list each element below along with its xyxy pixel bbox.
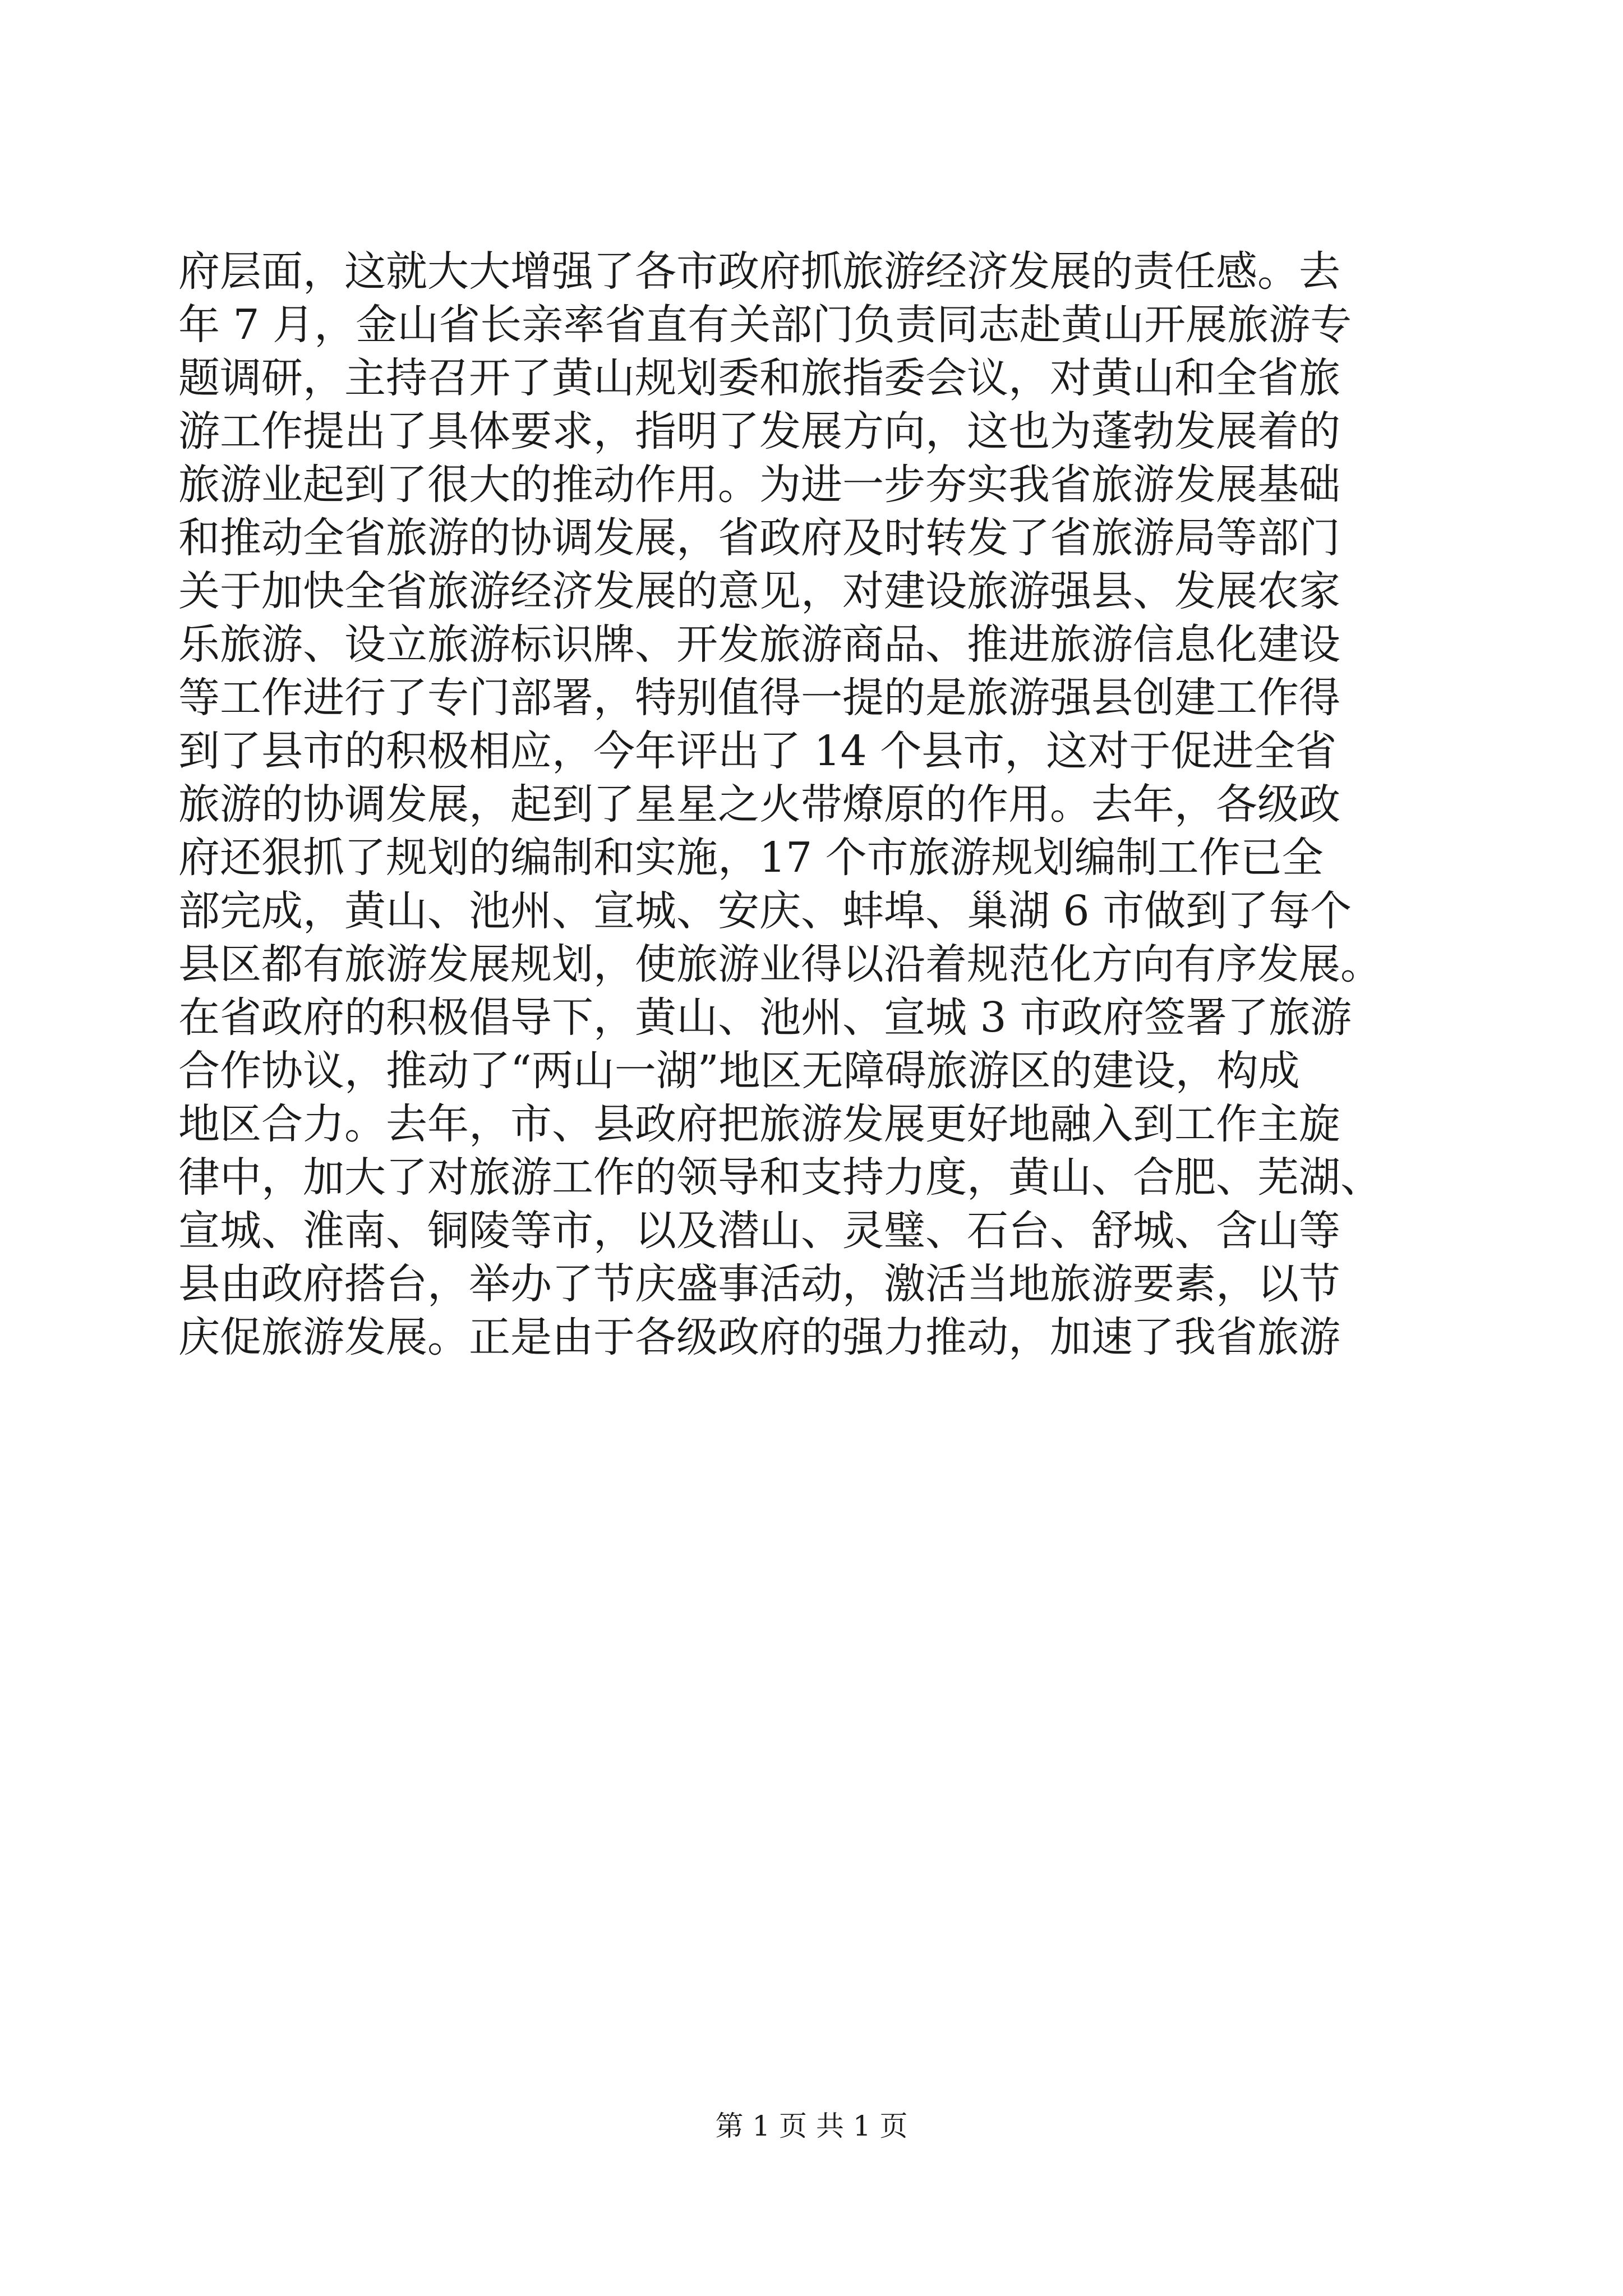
text-line: 部完成，黄山、池州、宣城、安庆、蚌埠、巢湖 6 市做到了每个 <box>178 887 1352 935</box>
text-line: 等工作进行了专门部署，特别值得一提的是旅游强县创建工作得 <box>178 674 1340 722</box>
text-line: 题调研，主持召开了黄山规划委和旅指委会议，对黄山和全省旅 <box>178 354 1340 402</box>
text-line: 关于加快全省旅游经济发展的意见，对建设旅游强县、发展农家 <box>178 567 1340 615</box>
text-line: 年 7 月，金山省长亲率省直有关部门负责同志赴黄山开展旅游专 <box>178 301 1352 349</box>
text-line: 县区都有旅游发展规划，使旅游业得以沿着规范化方向有序发展。 <box>178 940 1382 988</box>
text-line: 旅游的协调发展，起到了星星之火带燎原的作用。去年，各级政 <box>178 780 1340 829</box>
text-line: 到了县市的积极相应，今年评出了 14 个县市，这对于促进全省 <box>178 727 1337 775</box>
text-line: 在省政府的积极倡导下，黄山、池州、宣城 3 市政府签署了旅游 <box>178 993 1352 1042</box>
text-line: 和推动全省旅游的协调发展，省政府及时转发了省旅游局等部门 <box>178 514 1340 562</box>
text-line: 县由政府搭台，举办了节庆盛事活动，激活当地旅游要素，以节 <box>178 1260 1340 1308</box>
text-line: 律中，加大了对旅游工作的领导和支持力度，黄山、合肥、芜湖、 <box>178 1153 1382 1202</box>
page-footer <box>0 2109 1623 2143</box>
text-line: 乐旅游、设立旅游标识牌、开发旅游商品、推进旅游信息化建设 <box>178 620 1340 669</box>
text-line: 宣城、淮南、铜陵等市，以及潜山、灵璧、石台、舒城、含山等 <box>178 1207 1340 1255</box>
text-line: 府层面，这就大大增强了各市政府抓旅游经济发展的责任感。去 <box>178 247 1340 296</box>
text-line: 合作协议，推动了“两山一湖”地区无障碍旅游区的建设，构成 <box>178 1047 1300 1095</box>
text-line: 旅游业起到了很大的推动作用。为进一步夯实我省旅游发展基础 <box>178 461 1340 509</box>
text-line: 地区合力。去年，市、县政府把旅游发展更好地融入到工作主旋 <box>178 1100 1340 1148</box>
text-line: 游工作提出了具体要求，指明了发展方向，这也为蓬勃发展着的 <box>178 407 1340 455</box>
page-number-label: 第 1 页 共 1 页 <box>715 2110 908 2142</box>
text-line: 府还狠抓了规划的编制和实施，17 个市旅游规划编制工作已全 <box>178 834 1324 882</box>
body-text <box>178 247 1451 1366</box>
text-line: 庆促旅游发展。正是由于各级政府的强力推动，加速了我省旅游 <box>178 1313 1340 1361</box>
